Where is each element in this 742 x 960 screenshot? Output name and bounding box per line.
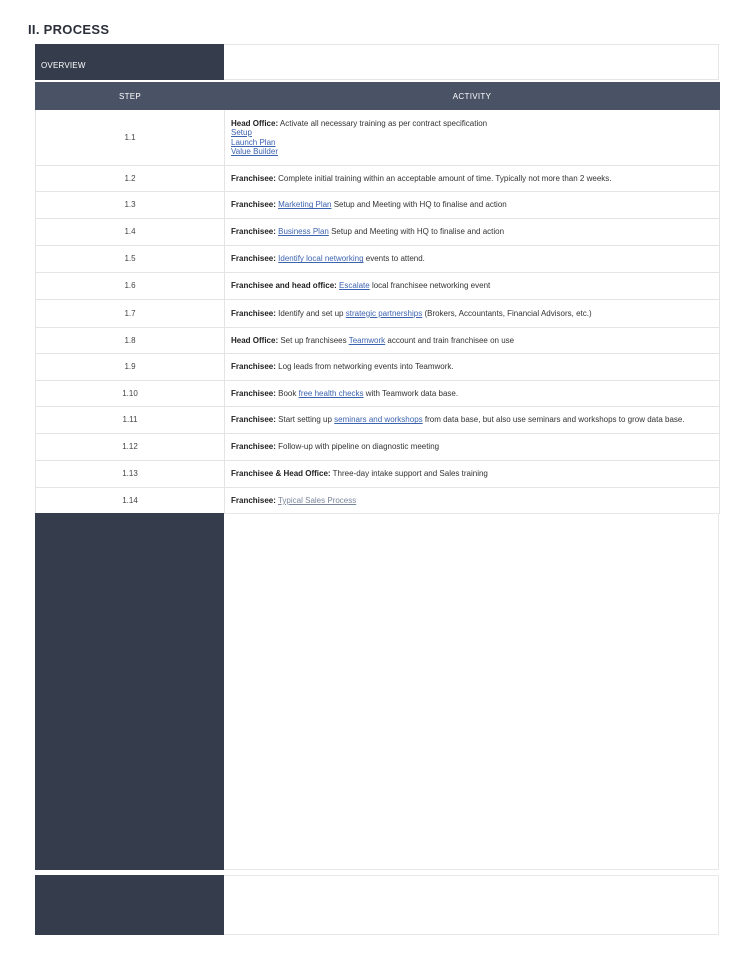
activity-text: Setup and Meeting with HQ to finalise and action — [331, 200, 507, 210]
activity-text: (Brokers, Accountants, Financial Advisors, etc.) — [422, 308, 592, 318]
activity-cell — [225, 300, 720, 328]
activity-cell — [225, 461, 720, 488]
activity-text: events to attend. — [363, 254, 425, 264]
activity-cell — [225, 166, 720, 192]
activity-text: Start setting up — [275, 415, 335, 425]
marketing-plan-link[interactable]: Marketing Plan — [278, 200, 332, 210]
step-number: 1.3 — [36, 192, 225, 219]
activity-cell — [225, 354, 720, 381]
step-number: 1.9 — [36, 354, 225, 381]
escalate-link[interactable]: Escalate — [339, 281, 370, 291]
table-row — [36, 434, 720, 461]
activity-cell — [225, 192, 720, 219]
activity-cell — [225, 488, 720, 514]
step-number: 1.14 — [36, 488, 225, 514]
overview-label: OVERVIEW — [35, 44, 224, 80]
section-title: II. PROCESS — [28, 22, 110, 37]
step-number: 1.2 — [36, 166, 225, 192]
step-number: 1.12 — [36, 434, 225, 461]
footer-label-block — [35, 875, 224, 935]
step-number: 1.8 — [36, 328, 225, 354]
activity-column-header: ACTIVITY — [225, 83, 720, 110]
step-number: 1.4 — [36, 219, 225, 246]
process-steps-table — [35, 82, 720, 514]
free-health-checks-link[interactable]: free health checks — [298, 388, 364, 398]
table-row — [36, 219, 720, 246]
activity-lead: Franchisee: — [231, 200, 276, 210]
table-row — [36, 328, 720, 354]
step-number: 1.11 — [36, 407, 225, 434]
activity-lead: Franchisee and head office: — [231, 281, 337, 291]
activity-lead: Franchisee: — [231, 173, 276, 183]
value-builder-link[interactable]: Value Builder — [231, 147, 278, 156]
step-number: 1.7 — [36, 300, 225, 328]
activity-text: Complete initial training within an acceptable amount of time. Typically not more than 2 weeks. — [275, 173, 612, 183]
step-number: 1.1 — [36, 110, 225, 166]
teamwork-link[interactable]: Teamwork — [348, 335, 386, 345]
notes-content-box[interactable] — [224, 513, 719, 870]
table-row — [36, 246, 720, 273]
setup-link[interactable]: Setup — [231, 128, 252, 137]
table-row — [36, 488, 720, 514]
activity-lead: Franchisee: — [231, 415, 276, 425]
step-number: 1.5 — [36, 246, 225, 273]
strategic-partnerships-link[interactable]: strategic partnerships — [345, 308, 423, 318]
activity-lead: Head Office: — [231, 335, 279, 345]
activity-text: Identify and set up — [275, 308, 346, 318]
activity-text: Activate all necessary training as per contract specification — [278, 118, 488, 128]
activity-lead: Franchisee: — [231, 227, 276, 237]
activity-text: from data base, but also use seminars and workshops to grow data base. — [422, 415, 685, 425]
typical-sales-process-link[interactable]: Typical Sales Process — [277, 495, 357, 505]
activity-cell — [225, 434, 720, 461]
activity-text: with Teamwork data base. — [363, 388, 459, 398]
table-row — [36, 110, 720, 166]
launch-plan-link[interactable]: Launch Plan — [231, 137, 276, 147]
activity-cell — [225, 407, 720, 434]
table-row — [36, 192, 720, 219]
activity-text: account and train franchisee on use — [385, 335, 515, 345]
table-row — [36, 407, 720, 434]
activity-text: Setup and Meeting with HQ to finalise and action — [328, 227, 505, 237]
footer-content-box[interactable] — [224, 875, 719, 935]
activity-lead: Franchisee: — [231, 308, 276, 318]
table-row — [36, 300, 720, 328]
table-row — [36, 354, 720, 381]
activity-cell — [225, 219, 720, 246]
table-row — [36, 381, 720, 407]
activity-lead: Head Office: — [231, 118, 279, 128]
activity-lead: Franchisee: — [231, 442, 276, 452]
activity-lead: Franchisee & Head Office: — [231, 469, 331, 479]
activity-lead: Franchisee: — [231, 495, 276, 505]
step-column-header: STEP — [36, 83, 225, 110]
activity-cell — [225, 273, 720, 300]
activity-text: Set up franchisees — [278, 335, 349, 345]
activity-lead: Franchisee: — [231, 362, 276, 372]
local-networking-link[interactable]: Identify local networking — [278, 254, 364, 264]
activity-cell — [225, 246, 720, 273]
table-row — [36, 461, 720, 488]
activity-lead: Franchisee: — [231, 388, 276, 398]
activity-cell — [225, 328, 720, 354]
business-plan-link[interactable]: Business Plan — [278, 227, 329, 237]
activity-lead: Franchisee: — [231, 254, 276, 264]
activity-text: Three-day intake support and Sales training — [330, 469, 488, 479]
activity-cell — [225, 110, 720, 166]
activity-text: Log leads from networking events into Teamwork. — [275, 362, 454, 372]
step-number: 1.10 — [36, 381, 225, 407]
notes-label-block — [35, 513, 224, 870]
activity-text: Follow-up with pipeline on diagnostic meeting — [275, 442, 440, 452]
step-number: 1.13 — [36, 461, 225, 488]
overview-content-box[interactable] — [224, 44, 719, 80]
activity-text: local franchisee networking event — [369, 281, 491, 291]
seminars-workshops-link[interactable]: seminars and workshops — [334, 415, 423, 425]
step-number: 1.6 — [36, 273, 225, 300]
table-header-row — [36, 83, 720, 110]
activity-text: Book — [275, 388, 299, 398]
table-row — [36, 273, 720, 300]
activity-cell — [225, 381, 720, 407]
table-row — [36, 166, 720, 192]
